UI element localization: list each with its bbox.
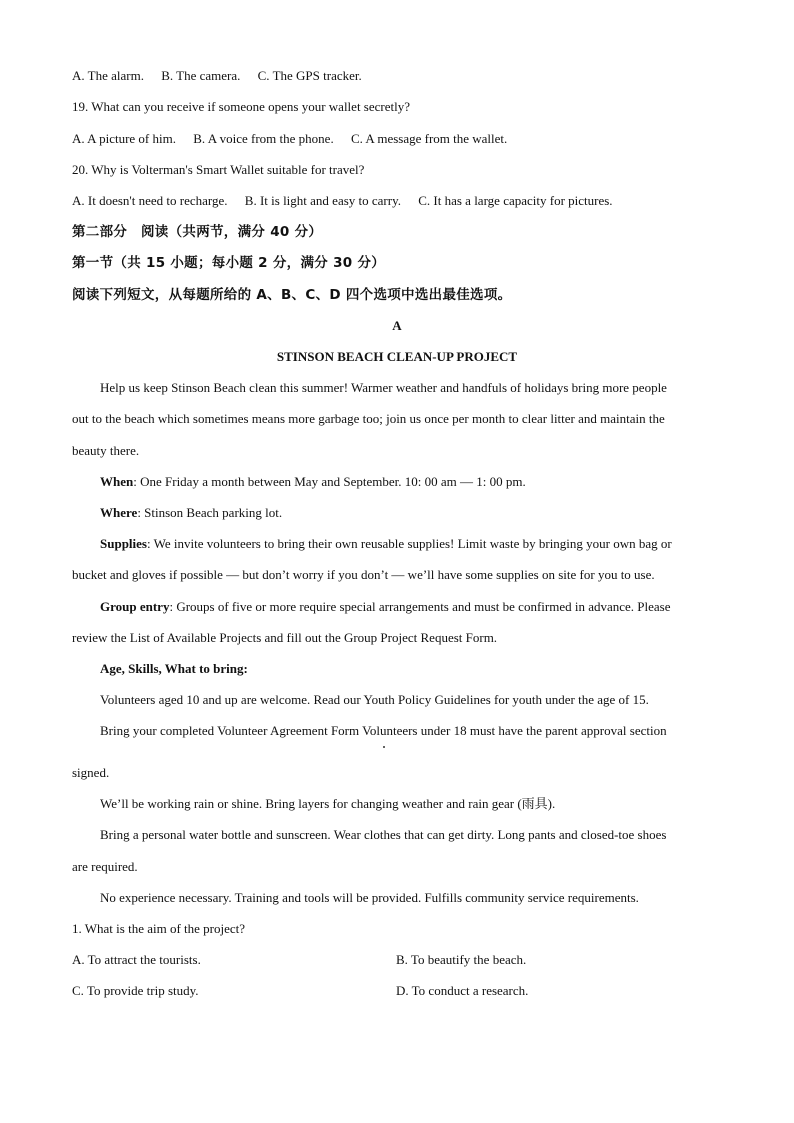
passage-title: STINSON BEACH CLEAN-UP PROJECT [276, 349, 518, 364]
part-heading: 第二部分 阅读（共两节，满分 40 分） [72, 224, 323, 240]
age-text: Volunteers aged 10 and up are welcome. Read our Youth Policy Guidelines for youth under the age of 15. [100, 692, 649, 707]
rain-line: We’ll be working rain or shine. Bring layers for changing weather and rain gear (雨具). [100, 796, 556, 811]
question-19-options [72, 131, 507, 147]
age-heading: Age, Skills, What to bring: [100, 661, 248, 676]
bottle-line-1: Bring a personal water bottle and sunscreen. Wear clothes that can get dirty. Long pants and closed-toe shoes [100, 827, 667, 842]
q19-option-c: C. A message from the wallet. [350, 131, 508, 146]
where-line [100, 505, 282, 521]
question-20-options [72, 193, 613, 209]
q19-option-b: B. A voice from the phone. [193, 131, 334, 146]
intro-line-3: beauty there. [72, 443, 140, 458]
supplies-line-2: bucket and gloves if possible — but don’t worry if you don’t — we’ll have some supplies on site for you to use. [72, 567, 655, 582]
stray-dot [383, 746, 385, 748]
group-entry-label: Group entry [100, 599, 170, 614]
when-label: When [100, 474, 134, 489]
q20-option-b: B. It is light and easy to carry. [244, 193, 401, 208]
instruction: 阅读下列短文，从每题所给的 A、B、C、D 四个选项中选出最佳选项。 [72, 287, 512, 303]
intro-line-2: out to the beach which sometimes means more garbage too; join us once per month to clear litter and maintain the [72, 411, 665, 426]
form-line-1: Bring your completed Volunteer Agreement Form Volunteers under 18 must have the parent approval section [100, 723, 667, 738]
form-line-2: signed. [72, 765, 110, 780]
when-text: : One Friday a month between May and September. 10: 00 am — 1: 00 pm. [133, 474, 526, 489]
supplies-line [100, 536, 672, 552]
sub-heading: 第一节（共 15 小题；每小题 2 分，满分 30 分） [72, 255, 386, 271]
supplies-label: Supplies [100, 536, 147, 551]
question-18-options [72, 68, 362, 84]
where-text: : Stinson Beach parking lot. [137, 505, 283, 520]
q1-option-a: A. To attract the tourists. [72, 952, 201, 967]
intro-line-1: Help us keep Stinson Beach clean this summer! Warmer weather and handfuls of holidays bring more people [100, 380, 667, 395]
question-19-stem: 19. What can you receive if someone opens your wallet secretly? [72, 99, 410, 114]
q19-option-a: A. A picture of him. [72, 131, 176, 146]
q20-option-a: A. It doesn't need to recharge. [72, 193, 228, 208]
group-entry-line [100, 599, 671, 615]
bottle-line-2: are required. [72, 859, 138, 874]
question-20-stem: 20. Why is Volterman's Smart Wallet suitable for travel? [72, 162, 365, 177]
q18-option-a: A. The alarm. [72, 68, 144, 83]
q1-option-c: C. To provide trip study. [72, 983, 199, 998]
when-line [100, 474, 526, 490]
q20-option-c: C. It has a large capacity for pictures. [418, 193, 613, 208]
q1-option-b: B. To beautify the beach. [396, 952, 527, 967]
group-entry-line-2: review the List of Available Projects and fill out the Group Project Request Form. [72, 630, 498, 645]
question-1-stem: 1. What is the aim of the project? [72, 921, 246, 936]
group-entry-text: : Groups of five or more require special arrangements and must be confirmed in advance. Please [169, 599, 671, 614]
experience-line: No experience necessary. Training and tools will be provided. Fulfills community service requirements. [100, 890, 639, 905]
q1-option-d: D. To conduct a research. [396, 983, 529, 998]
q18-option-b: B. The camera. [161, 68, 241, 83]
where-label: Where [100, 505, 138, 520]
q18-option-c: C. The GPS tracker. [257, 68, 362, 83]
passage-letter: A [392, 318, 402, 333]
supplies-text: : We invite volunteers to bring their own reusable supplies! Limit waste by bringing your own bag or [146, 536, 672, 551]
